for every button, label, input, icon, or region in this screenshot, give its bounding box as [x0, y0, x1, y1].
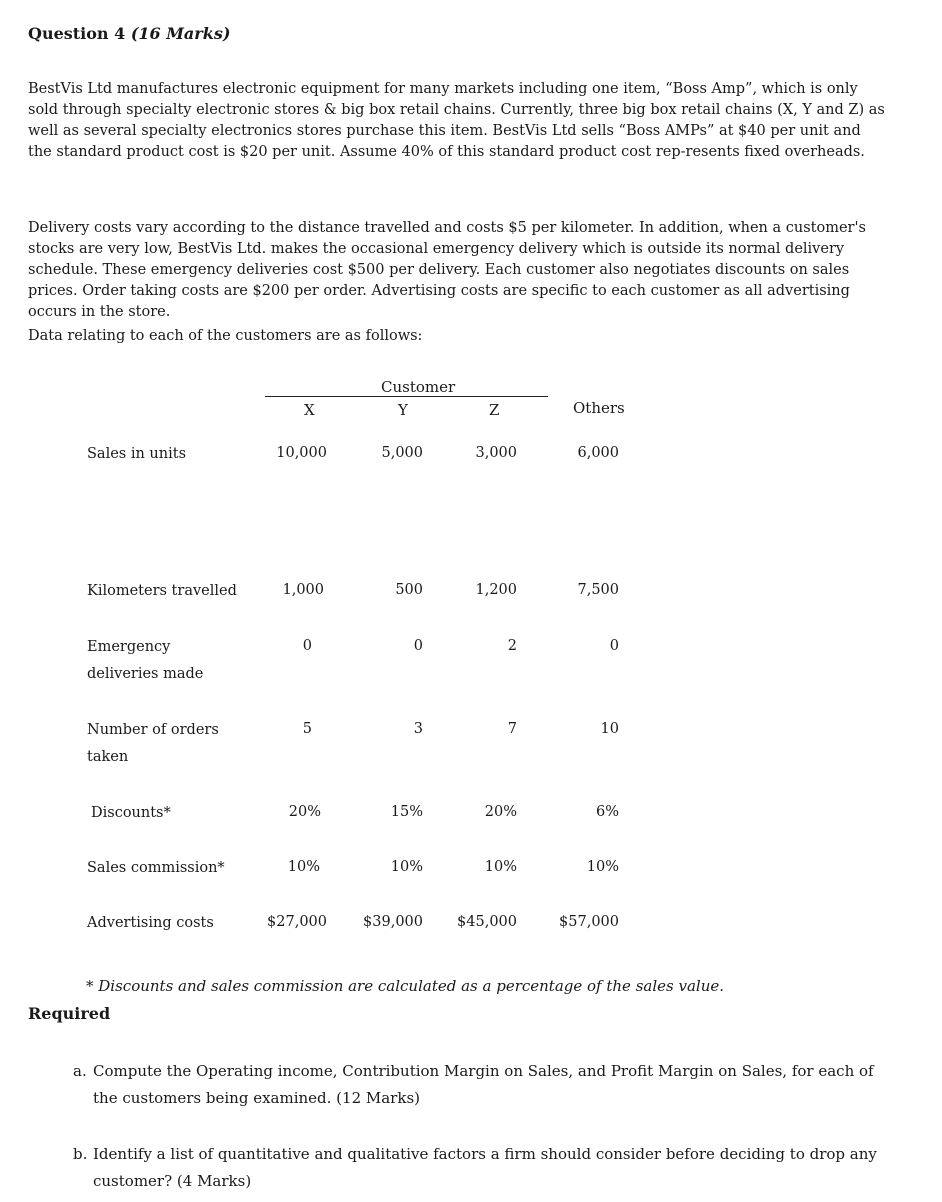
row-label: Sales commission* [87, 860, 225, 876]
column-header-others: Others [573, 399, 625, 417]
requirement-item-b [73, 1141, 883, 1195]
cell-value: 5,000 [381, 445, 423, 461]
cell-value: $39,000 [363, 914, 423, 930]
cell-value: 0 [413, 638, 423, 654]
cell-value: 5 [302, 721, 312, 737]
cell-value: 3 [413, 721, 423, 737]
cell-value: $57,000 [559, 914, 619, 930]
row-label: Sales in units [87, 446, 187, 462]
cell-value: 6,000 [577, 445, 619, 461]
cell-value: 500 [395, 582, 423, 598]
required-heading: Required [28, 1004, 111, 1023]
customer-header-rule [265, 396, 548, 397]
requirement-letter: a. [73, 1062, 87, 1080]
cell-value: 7 [507, 721, 517, 737]
question-title: Question 4 [28, 24, 126, 43]
question-heading [28, 24, 230, 43]
requirement-text: Identify a list of quantitative and qualitative factors a firm should consider before deciding to drop any customer? (4 Marks) [93, 1145, 877, 1190]
cell-value: 2 [507, 638, 517, 654]
cell-value: 1,200 [475, 582, 517, 598]
table-footnote: * Discounts and sales commission are calculated as a percentage of the sales value. [86, 977, 725, 995]
question-marks: (16 Marks) [130, 24, 231, 43]
cell-value: 10% [586, 859, 619, 875]
data-intro: Data relating to each of the customers are as follows: [28, 328, 423, 344]
cell-value: 10% [484, 859, 517, 875]
requirement-text: Compute the Operating income, Contribution Margin on Sales, and Profit Margin on Sales, for each of the customers being examined. (12 Marks) [93, 1062, 874, 1107]
row-label: Kilometers travelled [87, 583, 237, 599]
customer-group-header: Customer [381, 378, 456, 396]
row-label: Emergency deliveries made [87, 639, 204, 682]
cell-value: 0 [609, 638, 619, 654]
cell-value: 1,000 [282, 582, 324, 598]
cell-value: 10% [390, 859, 423, 875]
row-label: Number of orders taken [87, 722, 219, 765]
cell-value: 15% [390, 804, 423, 820]
cell-value: 20% [288, 804, 321, 820]
column-header-z: Z [489, 401, 500, 419]
cell-value: $27,000 [267, 914, 327, 930]
paragraph-intro: BestVis Ltd manufactures electronic equipment for many markets including one item, “Boss Amp”, which is only sold through specialty electronic stores & big box retail chains. Currently, three big box retail chains (X, Y and Z) as well as several specialty electronics stores purchase this item. BestVis Ltd sells “Boss AMPs” at $40 per unit and the standard product cost is $20 per unit. Assume 40% of this standard product cost rep-resents fixed overheads. [28, 81, 885, 160]
row-label: Advertising costs [87, 915, 214, 931]
cell-value: 10% [287, 859, 320, 875]
cell-value: 10 [600, 721, 619, 737]
cell-value: 3,000 [475, 445, 517, 461]
requirement-letter: b. [73, 1145, 88, 1163]
cell-value: 0 [302, 638, 312, 654]
cell-value: 7,500 [577, 582, 619, 598]
cell-value: 10,000 [276, 445, 327, 461]
row-label: Discounts* [91, 805, 171, 821]
cell-value: 20% [484, 804, 517, 820]
cell-value: $45,000 [457, 914, 517, 930]
paragraph-costs: Delivery costs vary according to the distance travelled and costs $5 per kilometer. In addition, when a customer's stocks are very low, BestVis Ltd. makes the occasional emergency delivery which is outside its normal delivery schedule. These emergency deliveries cost $500 per delivery. Each customer also negotiates discounts on sales prices. Order taking costs are $200 per order. Advertising costs are specific to each customer as all advertising occurs in the store. [28, 220, 866, 320]
requirement-item-a [73, 1058, 883, 1112]
column-header-x: X [304, 401, 315, 419]
cell-value: 6% [595, 804, 619, 820]
column-header-y: Y [398, 401, 408, 419]
